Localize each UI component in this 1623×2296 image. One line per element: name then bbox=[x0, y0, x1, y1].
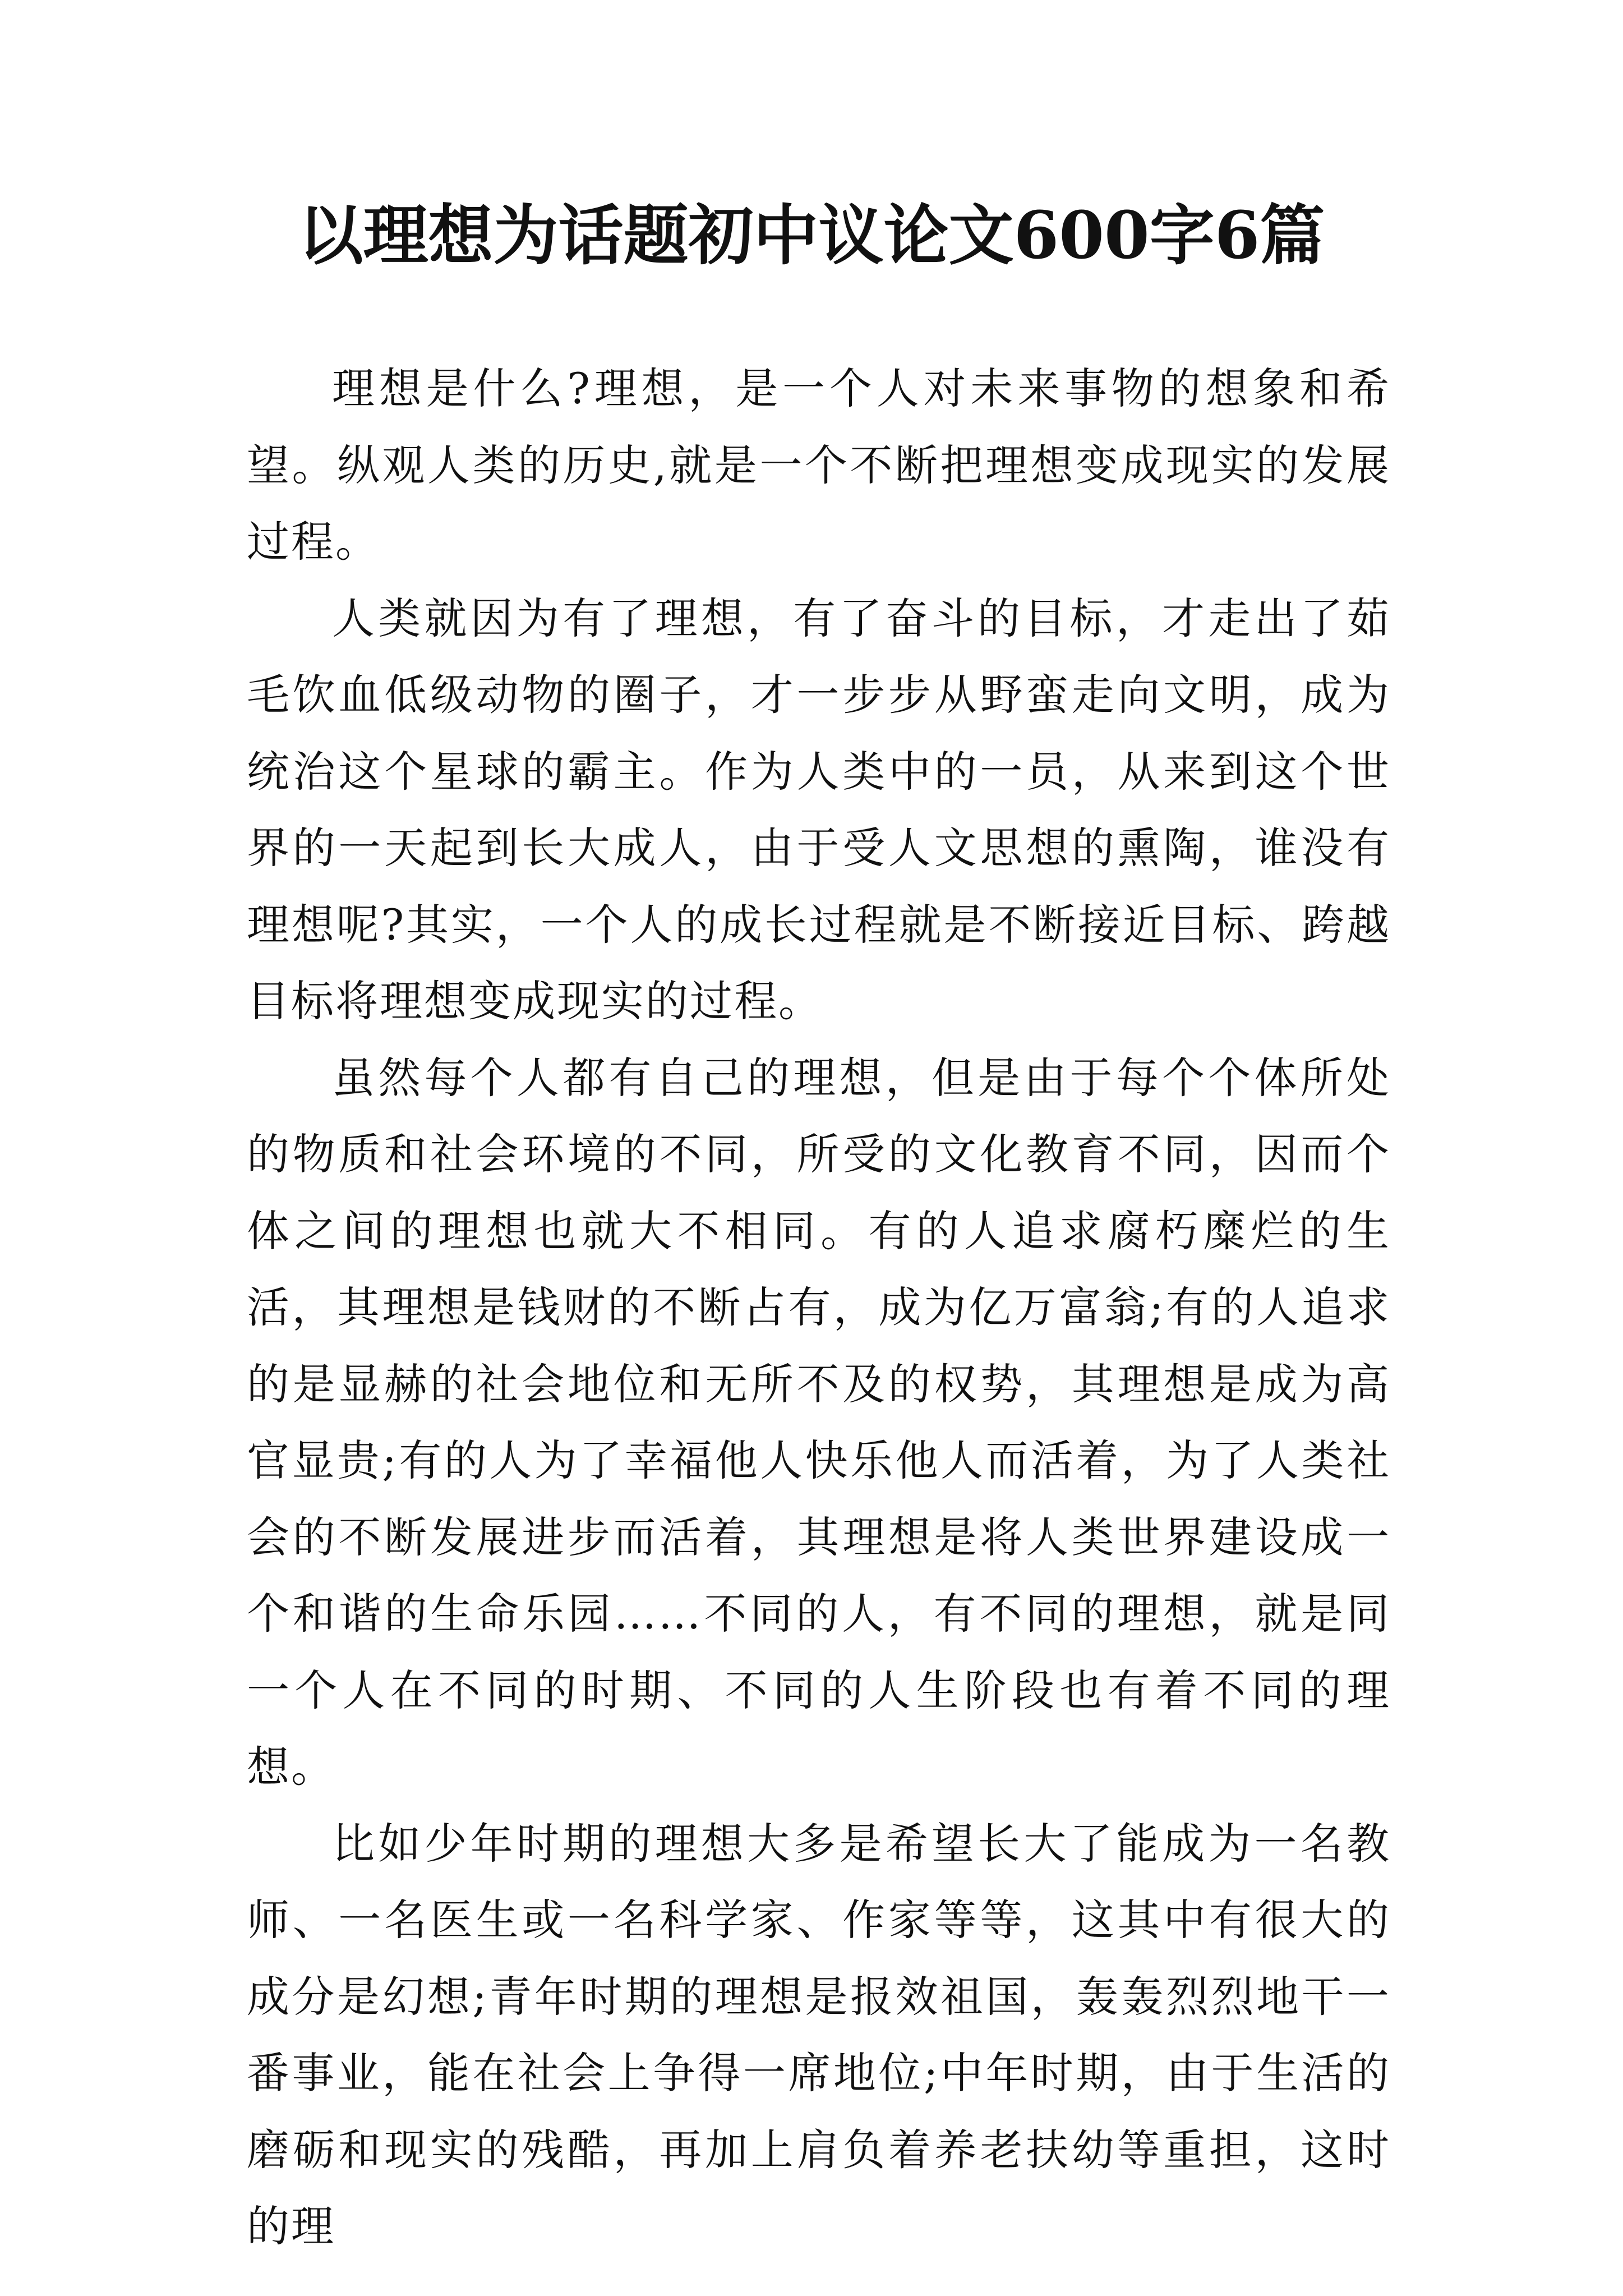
document-title: 以理想为话题初中议论文600字6篇 bbox=[298, 197, 1325, 274]
document-body bbox=[247, 351, 1391, 2265]
paragraph: 理想是什么?理想，是一个人对未来事物的想象和希望。纵观人类的历史,就是一个不断把理想变成现实的发展过程。 bbox=[247, 364, 1391, 567]
paragraph: 人类就因为有了理想，有了奋斗的目标，才走出了茹毛饮血低级动物的圈子，才一步步从野蛮走向文明，成为统治这个星球的霸主。作为人类中的一员，从来到这个世界的一天起到长大成人，由于受人文思想的熏陶，谁没有理想呢?其实，一个人的成长过程就是不断接近目标、跨越目标将理想变成现实的过程。 bbox=[247, 593, 1391, 1026]
paragraph: 比如少年时期的理想大多是希望长大了能成为一名教师、一名医生或一名科学家、作家等等，这其中有很大的成分是幻想;青年时期的理想是报效祖国，轰轰烈烈地干一番事业，能在社会上争得一席地位;中年时期，由于生活的磨砺和现实的残酷，再加上肩负着养老扶幼等重担，这时的理 bbox=[247, 1818, 1391, 2251]
paragraph: 虽然每个人都有自己的理想，但是由于每个个体所处的物质和社会环境的不同，所受的文化教育不同，因而个体之间的理想也就大不相同。有的人追求腐朽糜烂的生活，其理想是钱财的不断占有，成为亿万富翁;有的人追求的是显赫的社会地位和无所不及的权势，其理想是成为高官显贵;有的人为了幸福他人快乐他人而活着，为了人类社会的不断发展进步而活着，其理想是将人类世界建设成一个和谐的生命乐园……不同的人，有不同的理想，就是同一个人在不同的时期、不同的人生阶段也有着不同的理想。 bbox=[247, 1052, 1391, 1792]
